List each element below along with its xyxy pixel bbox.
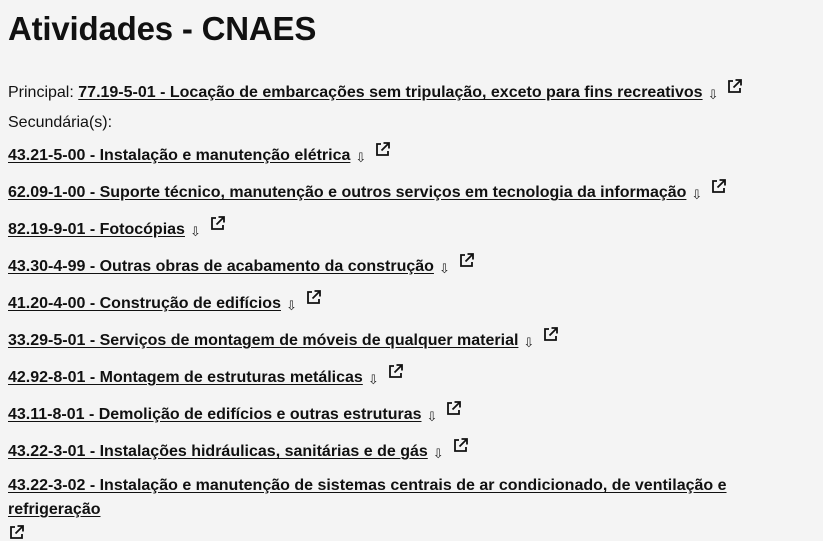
principal-activity-row	[8, 78, 823, 107]
external-link-icon[interactable]	[458, 252, 475, 269]
secondary-label: Secundária(s):	[8, 114, 113, 131]
list-item	[8, 252, 823, 281]
secondary-activity-link[interactable]: 82.19-9-01 - Fotocópias	[8, 221, 185, 238]
list-item	[8, 215, 823, 244]
down-arrow-icon[interactable]: ⇩	[438, 261, 450, 276]
list-item	[8, 437, 823, 466]
external-link-icon[interactable]	[374, 141, 391, 158]
external-link-icon[interactable]	[710, 178, 727, 195]
secondary-activity-link[interactable]: 42.92-8-01 - Montagem de estruturas metálicas	[8, 369, 363, 386]
external-link-icon[interactable]	[209, 215, 226, 232]
down-arrow-icon[interactable]: ⇩	[691, 187, 703, 202]
external-link-icon[interactable]	[305, 289, 322, 306]
external-link-icon[interactable]	[445, 400, 462, 417]
list-item	[8, 474, 823, 541]
secondary-activity-link[interactable]: 43.22-3-02 - Instalação e manutenção de sistemas centrais de ar condicionado, de ventilação e refrigeração	[8, 477, 727, 518]
secondary-activities-list	[8, 141, 823, 541]
down-arrow-icon[interactable]: ⇩	[707, 87, 719, 102]
principal-label: Principal:	[8, 84, 74, 101]
down-arrow-icon[interactable]: ⇩	[432, 446, 444, 461]
list-item	[8, 178, 823, 207]
secondary-activity-link[interactable]: 62.09-1-00 - Suporte técnico, manutenção e outros serviços em tecnologia da informação	[8, 184, 687, 201]
secondary-activity-link[interactable]: 43.21-5-00 - Instalação e manutenção elétrica	[8, 147, 351, 164]
down-arrow-icon[interactable]: ⇩	[189, 224, 201, 239]
external-link-icon[interactable]	[387, 363, 404, 380]
list-item	[8, 289, 823, 318]
down-arrow-icon[interactable]: ⇩	[523, 335, 535, 350]
page-title: Atividades - CNAES	[8, 10, 317, 47]
external-link-icon[interactable]	[726, 78, 743, 95]
external-link-icon[interactable]	[452, 437, 469, 454]
down-arrow-icon[interactable]: ⇩	[355, 150, 367, 165]
down-arrow-icon[interactable]: ⇩	[285, 298, 297, 313]
principal-activity-link[interactable]: 77.19-5-01 - Locação de embarcações sem tripulação, exceto para fins recreativos	[78, 84, 703, 101]
secondary-activity-link[interactable]: 41.20-4-00 - Construção de edifícios	[8, 295, 281, 312]
external-link-icon[interactable]	[8, 524, 25, 541]
secondary-activity-link[interactable]: 33.29-5-01 - Serviços de montagem de móveis de qualquer material	[8, 332, 519, 349]
external-link-icon[interactable]	[542, 326, 559, 343]
secondary-activity-link[interactable]: 43.30-4-99 - Outras obras de acabamento da construção	[8, 258, 434, 275]
down-arrow-icon[interactable]: ⇩	[426, 409, 438, 424]
list-item	[8, 141, 823, 170]
secondary-activity-link[interactable]: 43.22-3-01 - Instalações hidráulicas, sanitárias e de gás	[8, 443, 428, 460]
list-item	[8, 400, 823, 429]
list-item	[8, 326, 823, 355]
down-arrow-icon[interactable]: ⇩	[367, 372, 379, 387]
list-item	[8, 363, 823, 392]
secondary-activity-link[interactable]: 43.11-8-01 - Demolição de edifícios e outras estruturas	[8, 406, 422, 423]
